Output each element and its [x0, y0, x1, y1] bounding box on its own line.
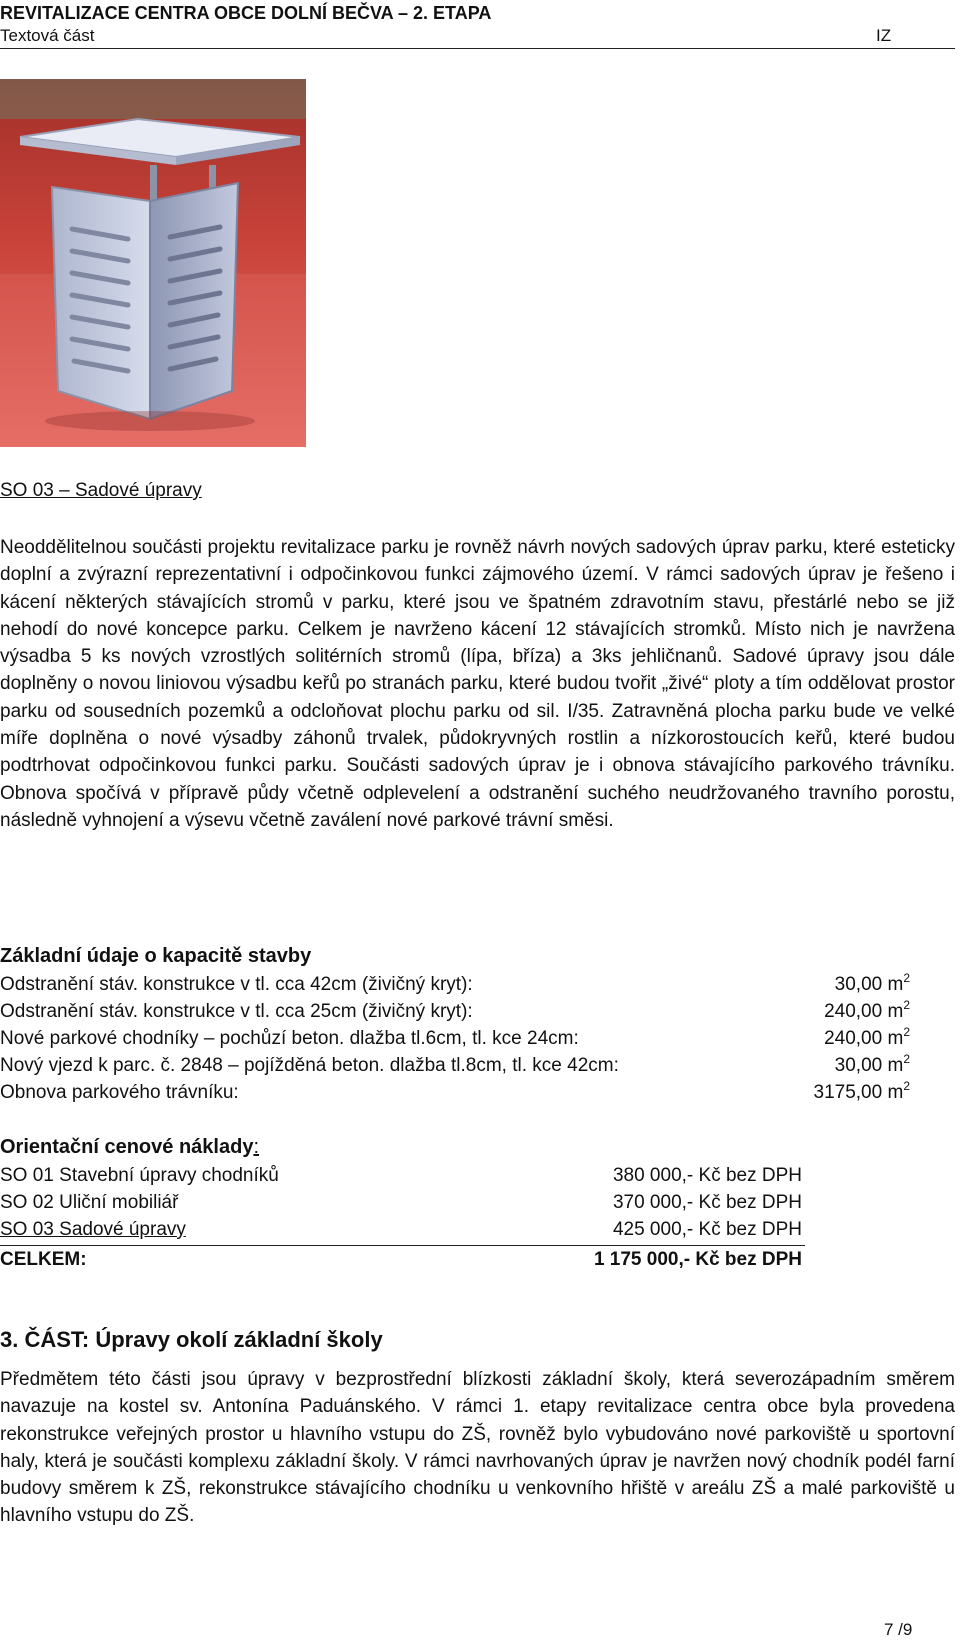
cost-total-row [0, 1249, 802, 1276]
section-heading: SO 03 – Sadové úpravy [0, 480, 202, 501]
capacity-value: 30,00 $m^2$ [834, 971, 910, 995]
section-paragraph: Neoddělitelnou součásti projektu revitalizace parku je rovněž návrh nových sadových úprav parku, které esteticky doplní a zvýrazní reprezentativní i odpočinkovou funkci zájmového území. V rámci sadových úprav je řešeno i kácení některých stávajících stromů v parku, které jsou ve špatném zdravotním stavu, přestárlé nebo se již nehodí do nové koncepce parku. Celkem je navrženo kácení 12 stávajících stromků. Místo nich je navržena výsadba 5 ks nových vzrostlých solitérních stromů (lípa, bříza) a 3ks jehličnanů. Sadové úpravy jsou dále doplněny o novou liniovou výsadbu keřů po stranách parku, které budou tvořit „živé“ ploty a tím oddělovat prostor parku od sousedních pozemků a odcloňovat plochu parku od sil. I/35. Zatravněná plocha parku bude ve velké míře doplněna o nové výsadby záhonů trvalek, půdokryvných rostlin a nízkorostoucích keřů, které budou podtrhovat odpočinkovou funkci parku. Součásti sadových úprav je i obnova stávajícího parkového trávníku. Obnova spočívá v přípravě půdy včetně odplevelení a odstranění suchého neudržovaného travního porostu, následně vyhnojení a výsevu včetně zaválení nové parkové trávní směsi. [0, 537, 955, 831]
capacity-label: Nové parkové chodníky – pochůzí beton. dlažba tl.6cm, tl. kce 24cm: [0, 1028, 579, 1049]
cost-label: SO 02 Uliční mobiliář [0, 1192, 179, 1213]
cost-row [0, 1192, 802, 1219]
cost-label: SO 03 Sadové úpravy [0, 1219, 186, 1240]
capacity-value: 240,00 $m^2$ [824, 998, 910, 1022]
capacity-title: Základní údaje o kapacitě stavby [0, 945, 312, 967]
cost-value: 380 000,- Kč bez DPH [612, 1165, 802, 1186]
capacity-label: Nový vjezd k parc. č. 2848 – pojížděná beton. dlažba tl.8cm, tl. kce 42cm: [0, 1055, 619, 1076]
cost-label: SO 01 Stavební úpravy chodníků [0, 1165, 279, 1186]
capacity-row [0, 1052, 910, 1082]
cost-value: 370 000,- Kč bez DPH [612, 1192, 802, 1213]
page-number: 7 /9 [884, 1620, 913, 1639]
part3-heading: 3. ČÁST: Úpravy okolí základní školy [0, 1327, 383, 1352]
capacity-value: 240,00 $m^2$ [824, 1025, 910, 1049]
part3-paragraph: Předmětem této části jsou úpravy v bezprostřední blízkosti základní školy, která severozápadním směrem navazuje na kostel sv. Antonína Paduánského. V rámci 1. etapy revitalizace centra obce byla provedena rekonstrukce veřejných prostor u hlavního vstupu do ZŠ, rovněž bylo vybudováno nové parkoviště u sportovní haly, která je součásti komplexu základní školy. V rámci navrhovaných úprav je navržen nový chodník podél farní budovy směrem k ZŠ, rekonstrukce stávajícího chodníku u venkovního hřiště v areálu ZŠ a malé parkoviště u hlavního vstupu do ZŠ. [0, 1369, 955, 1527]
capacity-label: Obnova parkového trávníku: [0, 1082, 239, 1103]
cost-total-label: CELKEM: [0, 1249, 87, 1270]
header-divider [0, 48, 955, 49]
costs-divider [0, 1245, 805, 1246]
capacity-row [0, 1025, 910, 1055]
cost-total-value: 1 175 000,- Kč bez DPH [593, 1249, 802, 1270]
capacity-row [0, 998, 910, 1028]
cost-row [0, 1165, 802, 1192]
capacity-label: Odstranění stáv. konstrukce v tl. cca 42cm (živičný kryt): [0, 974, 473, 995]
document-code: IZ [876, 26, 892, 45]
cost-value: 425 000,- Kč bez DPH [612, 1219, 802, 1240]
capacity-label: Odstranění stáv. konstrukce v tl. cca 25cm (živičný kryt): [0, 1001, 473, 1022]
document-subtitle: Textová část [0, 26, 95, 45]
capacity-row [0, 971, 910, 1001]
waste-bin-photo [0, 79, 306, 447]
capacity-value: 30,00 $m^2$ [834, 1052, 910, 1076]
document-title: REVITALIZACE CENTRA OBCE DOLNÍ BEČVA – 2. ETAPA [0, 3, 492, 23]
capacity-value: 3175,00 $m^2$ [813, 1079, 910, 1103]
costs-title: Orientační cenové náklady: [0, 1136, 259, 1158]
capacity-row [0, 1079, 910, 1109]
cost-row [0, 1219, 802, 1246]
